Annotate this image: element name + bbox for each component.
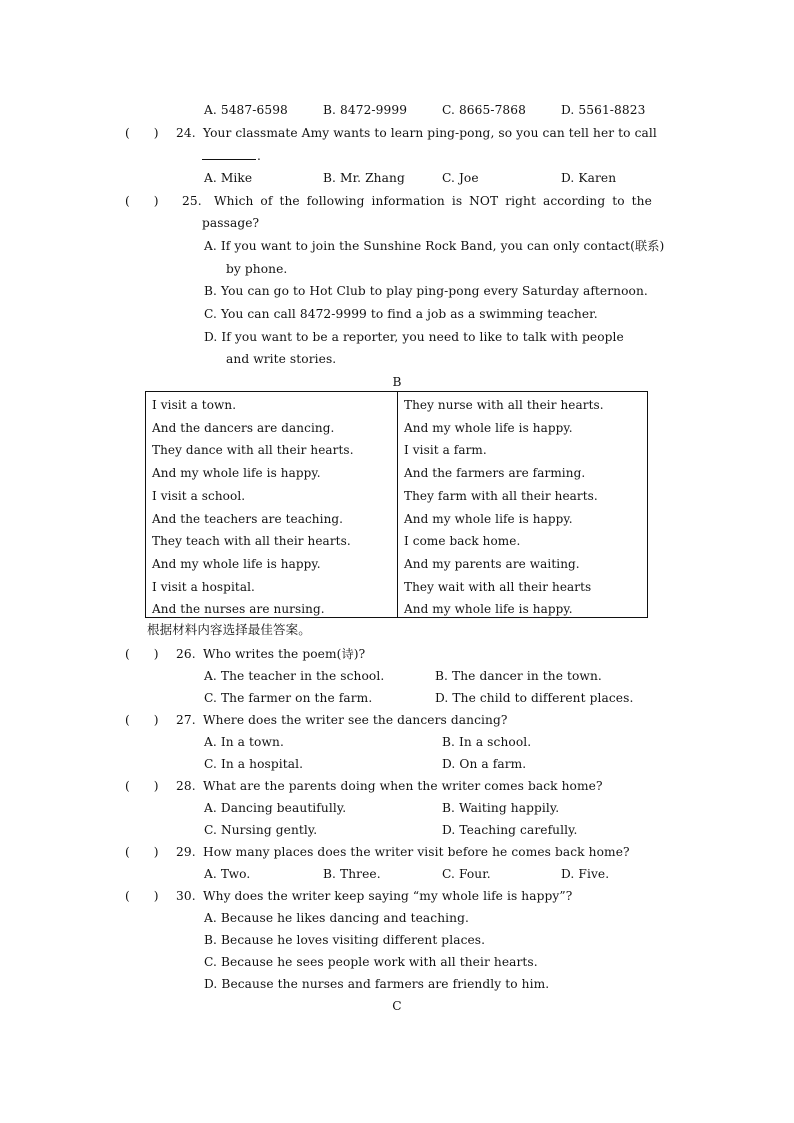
poem-line: And my parents are waiting. <box>404 556 580 571</box>
question-number-28: 28. <box>176 779 196 793</box>
section-instruction: 根据材料内容选择最佳答案。 <box>147 622 311 637</box>
q24-option-c: C. Joe <box>442 171 479 185</box>
q27-option-b: B. In a school. <box>442 735 532 749</box>
poem-line: I visit a town. <box>152 398 237 412</box>
q29-option-d: D. Five. <box>561 867 610 881</box>
answer-paren-28: ( ) <box>125 779 159 793</box>
section-heading-b: B <box>392 375 402 389</box>
question-text-27: Where does the writer see the dancers dancing? <box>203 713 508 727</box>
answer-paren-30: ( ) <box>125 889 159 903</box>
q25-option-d-cont: and write stories. <box>226 352 337 366</box>
q25-option-a-cont: by phone. <box>226 262 288 276</box>
q26-option-a: A. The teacher in the school. <box>204 669 385 683</box>
q28-option-c: C. Nursing gently. <box>204 823 318 837</box>
question-number-25: 25. <box>182 194 202 208</box>
question-text-28: What are the parents doing when the writer comes back home? <box>203 779 603 793</box>
poem-line: And my whole life is happy. <box>404 602 573 617</box>
q27-option-a: A. In a town. <box>204 735 284 749</box>
question-text-29: How many places does the writer visit before he comes back home? <box>203 845 630 859</box>
poem-line: They wait with all their hearts <box>404 579 592 594</box>
question-number-30: 30. <box>176 889 196 903</box>
poem-column-divider <box>397 392 398 617</box>
poem-line: They dance with all their hearts. <box>152 443 354 458</box>
answer-paren-27: ( ) <box>125 713 159 727</box>
q26-option-c: C. The farmer on the farm. <box>204 691 373 705</box>
poem-line: And the teachers are teaching. <box>152 511 344 526</box>
poem-line: I visit a farm. <box>404 443 487 458</box>
q27-option-c: C. In a hospital. <box>204 757 304 771</box>
question-number-29: 29. <box>176 845 196 859</box>
poem-line: And the dancers are dancing. <box>152 420 335 435</box>
question-text-26: Who writes the poem(诗)? <box>203 647 366 661</box>
poem-line: I visit a hospital. <box>152 579 255 594</box>
poem-line: And my whole life is happy. <box>404 511 573 526</box>
poem-line: They nurse with all their hearts. <box>404 398 604 412</box>
poem-line: And my whole life is happy. <box>404 420 573 435</box>
poem-line: And the farmers are farming. <box>404 466 586 481</box>
q30-option-c: C. Because he sees people work with all their hearts. <box>204 955 538 969</box>
question-text-25: Which of the following information is NOT right according to the <box>214 194 652 208</box>
q28-option-d: D. Teaching carefully. <box>442 823 578 837</box>
question-text-30: Why does the writer keep saying “my whole life is happy”? <box>203 889 573 903</box>
q24-option-b: B. Mr. Zhang <box>323 171 405 185</box>
q28-option-b: B. Waiting happily. <box>442 801 560 815</box>
q23-option-d: D. 5561-8823 <box>561 103 646 117</box>
poem-line: I come back home. <box>404 534 521 549</box>
question-number-27: 27. <box>176 713 196 727</box>
poem-line: And my whole life is happy. <box>152 466 321 481</box>
poem-line: I visit a school. <box>152 488 246 503</box>
q25-option-b: B. You can go to Hot Club to play ping-pong every Saturday afternoon. <box>204 284 648 298</box>
q29-option-c: C. Four. <box>442 867 491 881</box>
question-24-end-mark: . <box>257 149 261 163</box>
question-number-26: 26. <box>176 647 196 661</box>
q24-option-a: A. Mike <box>204 171 253 185</box>
question-number-24: 24. <box>176 126 196 140</box>
question-text-24: Your classmate Amy wants to learn ping-pong, so you can tell her to call <box>203 126 657 140</box>
poem-line: And my whole life is happy. <box>152 556 321 571</box>
q30-option-a: A. Because he likes dancing and teaching. <box>204 911 469 925</box>
q25-option-a: A. If you want to join the Sunshine Rock Band, you can only contact(联系) <box>204 239 665 253</box>
answer-blank-24 <box>202 151 256 160</box>
q30-option-d: D. Because the nurses and farmers are friendly to him. <box>204 977 550 991</box>
poem-line: They farm with all their hearts. <box>404 488 598 503</box>
poem-line: And the nurses are nursing. <box>152 602 325 617</box>
q28-option-a: A. Dancing beautifully. <box>204 801 347 815</box>
poem-line: They teach with all their hearts. <box>152 534 351 549</box>
q26-option-d: D. The child to different places. <box>435 691 634 705</box>
q25-option-d: D. If you want to be a reporter, you need to like to talk with people <box>204 330 624 344</box>
q27-option-d: D. On a farm. <box>442 757 527 771</box>
q23-option-b: B. 8472-9999 <box>323 103 408 117</box>
answer-paren-29: ( ) <box>125 845 159 859</box>
q29-option-b: B. Three. <box>323 867 381 881</box>
q29-option-a: A. Two. <box>204 867 251 881</box>
q23-option-a: A. 5487-6598 <box>204 103 288 117</box>
q23-option-c: C. 8665-7868 <box>442 103 526 117</box>
q26-option-b: B. The dancer in the town. <box>435 669 602 683</box>
q24-option-d: D. Karen <box>561 171 617 185</box>
question-text-25-cont: passage? <box>202 216 260 230</box>
section-heading-c: C <box>392 999 402 1013</box>
answer-paren-26: ( ) <box>125 647 159 661</box>
answer-paren-24: ( ) <box>125 126 159 140</box>
q30-option-b: B. Because he loves visiting different places. <box>204 933 486 947</box>
poem-table <box>145 391 648 618</box>
q25-option-c: C. You can call 8472-9999 to find a job as a swimming teacher. <box>204 307 598 321</box>
answer-paren-25: ( ) <box>125 194 159 208</box>
